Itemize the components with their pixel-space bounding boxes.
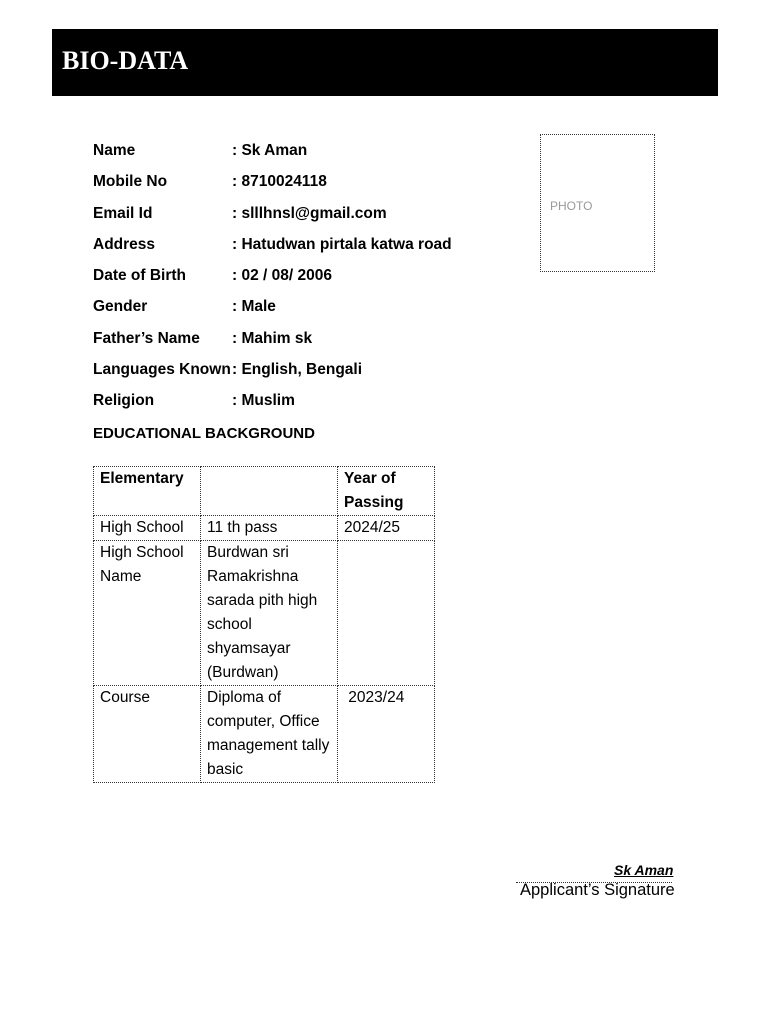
table-row: [94, 541, 435, 686]
table-row: [94, 516, 435, 541]
detail-label: Mobile No: [93, 173, 168, 191]
header-cell: Year of Passing: [338, 467, 435, 516]
signature-name: Sk Aman: [614, 862, 674, 878]
header-cell: Elementary: [94, 467, 201, 516]
table-row: [94, 686, 435, 783]
header-bar: [52, 29, 718, 96]
table-cell: High School: [94, 516, 201, 541]
detail-value: : 8710024118: [232, 173, 327, 191]
table-cell: Burdwan sri Ramakrishna sarada pith high school shyamsayar (Burdwan): [201, 541, 338, 686]
detail-label: Address: [93, 235, 156, 253]
education-section-title: EDUCATIONAL BACKGROUND: [93, 425, 315, 442]
signature-label: Applicant’s Signature: [520, 881, 675, 899]
table-cell: 2023/24: [338, 686, 435, 783]
detail-value: : Hatudwan pirtala katwa road: [232, 235, 452, 253]
photo-placeholder: [540, 134, 655, 272]
detail-label: Religion: [93, 392, 155, 410]
photo-label: PHOTO: [550, 199, 593, 213]
detail-label: Father’s Name: [93, 329, 200, 347]
table-cell: 2024/25: [338, 516, 435, 541]
detail-value: : Male: [232, 298, 276, 316]
detail-value: : 02 / 08/ 2006: [232, 267, 332, 285]
detail-value: : slllhnsl@gmail.com: [232, 204, 387, 222]
detail-label: Name: [93, 142, 136, 159]
table-cell: High School Name: [94, 541, 201, 686]
table-cell: [338, 541, 435, 686]
table-cell: Diploma of computer, Office management tally basic: [201, 686, 338, 783]
table-header-row: [94, 467, 435, 516]
table-cell: 11 th pass: [201, 516, 338, 541]
detail-label: Gender: [93, 298, 148, 316]
page-title: BIO-DATA: [62, 46, 189, 75]
detail-label: Languages Known: [93, 361, 231, 379]
detail-value: : Mahim sk: [232, 329, 313, 347]
detail-label: Email Id: [93, 204, 153, 222]
detail-value: : English, Bengali: [232, 361, 363, 379]
detail-label: Date of Birth: [93, 267, 186, 285]
detail-value: : Sk Aman: [232, 142, 308, 159]
detail-value: : Muslim: [232, 392, 295, 410]
header-cell: [201, 467, 338, 516]
table-cell: Course: [94, 686, 201, 783]
education-table: [93, 466, 435, 783]
